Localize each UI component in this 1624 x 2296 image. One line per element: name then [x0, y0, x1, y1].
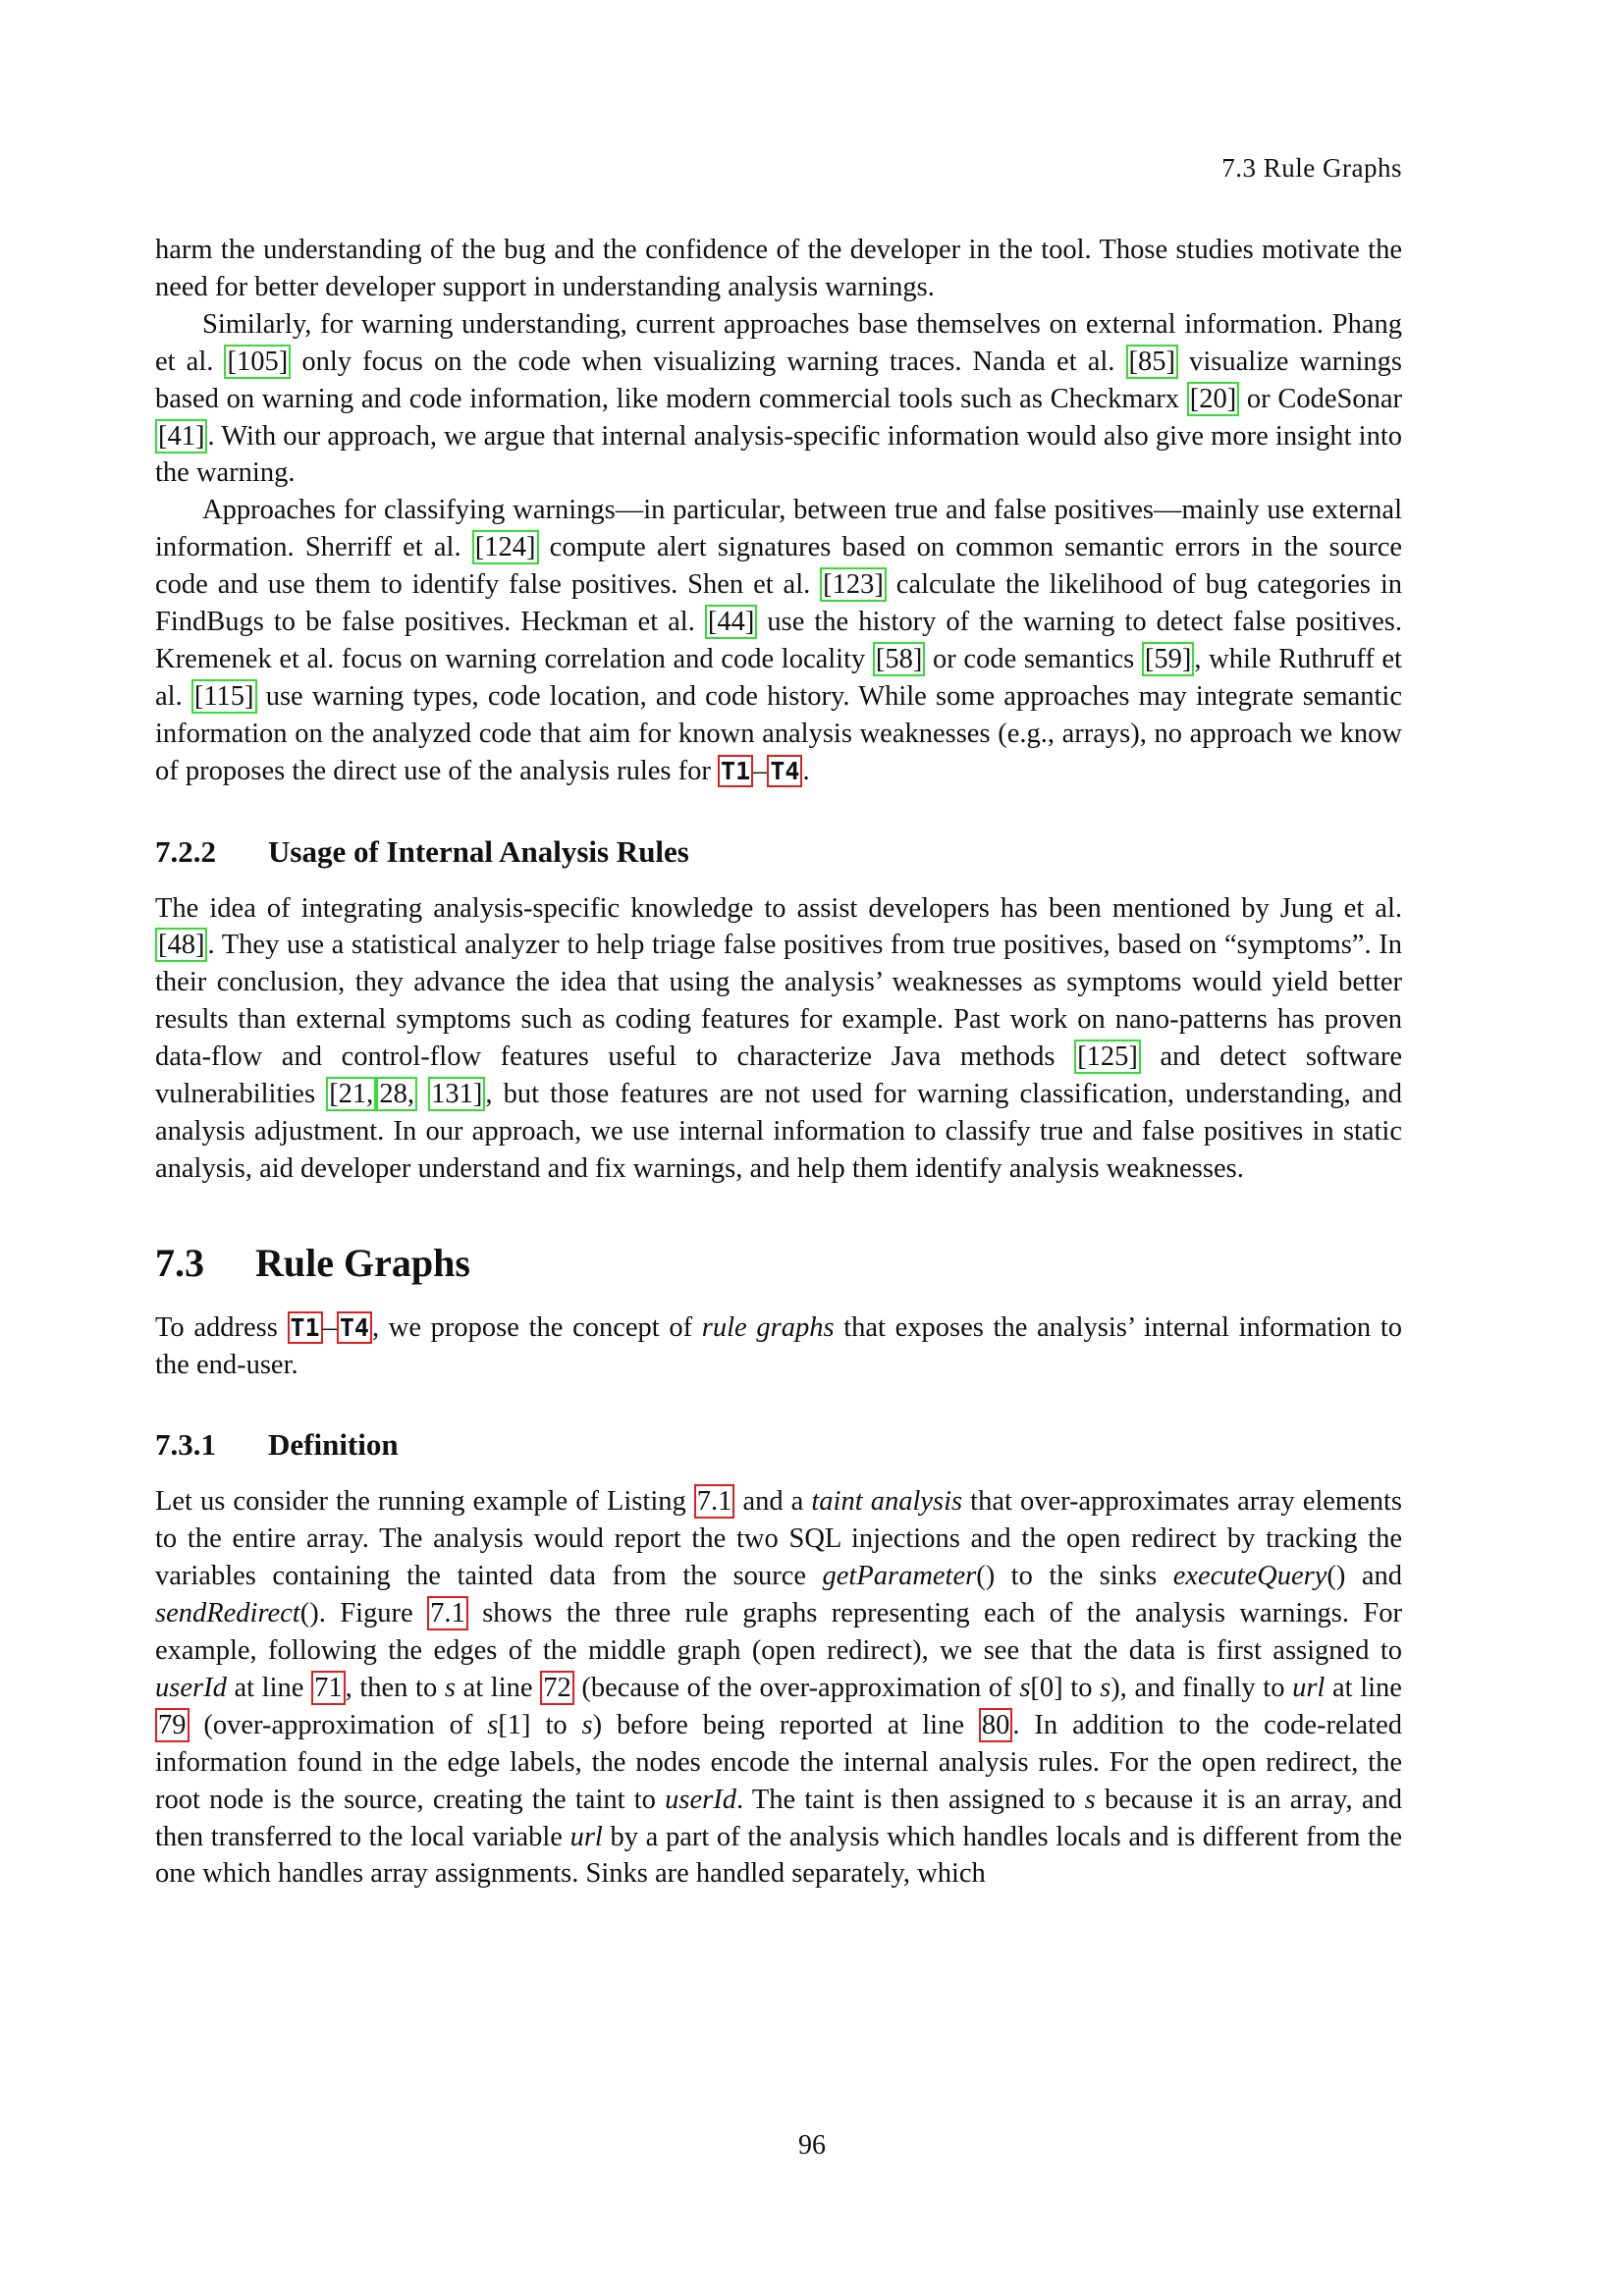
- emphasis: userId: [155, 1672, 227, 1703]
- citation-link[interactable]: [41]: [155, 419, 207, 454]
- text: Similarly, for warning understanding, current approaches base themselves on external information. Phang et al.: [155, 308, 1402, 377]
- text: calculate the likelihood of bug categories in FindBugs to be false positives. Heckman et al.: [155, 569, 1402, 638]
- paragraph-2: [155, 306, 1402, 493]
- text: , while Ruthruff et al.: [155, 643, 1402, 712]
- line-ref-link[interactable]: 79: [155, 1708, 189, 1742]
- paragraph-3: [155, 492, 1402, 789]
- text: .: [802, 755, 810, 786]
- emphasis: executeQuery: [1172, 1561, 1327, 1592]
- page-body: [155, 232, 1402, 1893]
- text: –: [753, 755, 768, 786]
- paragraph-5: [155, 1309, 1402, 1384]
- text: Approaches for classifying warnings—in particular, between true and false positives—mainly use external information. Sherriff et al.: [155, 495, 1402, 563]
- text: . They use a statistical analyzer to help triage false positives from true positives, based on “symptoms”. In their conclusion, they advance the idea that using the analysis’ weaknesses as symptoms would yield better results than external symptoms such as coding features for example. Past work on nano-patterns has proven data-flow and control-flow features useful to characterize Java methods: [155, 930, 1402, 1073]
- text: harm the understanding of the bug and the confidence of the developer in the tool. Those studies motivate the need for better developer support in understanding analysis warnings.: [155, 235, 1402, 302]
- running-header: 7.3 Rule Graphs: [1221, 153, 1402, 183]
- emphasis: sendRedirect: [155, 1598, 300, 1629]
- citation-link[interactable]: [21,: [326, 1077, 376, 1111]
- text: because it is an array, and then transferred to the local variable: [155, 1784, 1402, 1852]
- page-number: 96: [798, 2130, 826, 2161]
- emphasis: taint analysis: [811, 1486, 963, 1518]
- citation-link[interactable]: [115]: [191, 679, 257, 714]
- text: that over-approximates array elements to the entire array. The analysis would report the two SQL injections and the open redirect by tracking the variables containing the tainted data from the source: [155, 1486, 1402, 1592]
- text: , then to: [345, 1672, 445, 1703]
- section-number: 7.2.2: [155, 833, 216, 869]
- text: [0] to: [1030, 1672, 1101, 1703]
- task-ref-link[interactable]: T4: [767, 755, 802, 787]
- line-ref-link[interactable]: 80: [979, 1708, 1013, 1742]
- task-ref-link[interactable]: T1: [718, 755, 753, 787]
- citation-link[interactable]: [124]: [472, 530, 539, 564]
- text: –: [322, 1311, 337, 1343]
- emphasis: rule graphs: [701, 1311, 835, 1343]
- text: ), and finally to: [1110, 1672, 1293, 1703]
- emphasis: userId: [665, 1784, 736, 1815]
- task-ref-link[interactable]: T4: [337, 1311, 372, 1344]
- section-title: Usage of Internal Analysis Rules: [268, 833, 689, 869]
- section-title: Rule Graphs: [255, 1240, 470, 1285]
- emphasis: s: [487, 1709, 499, 1740]
- citation-link[interactable]: [20]: [1187, 382, 1239, 416]
- text: [1] to: [498, 1709, 582, 1740]
- text: visualize warnings based on warning and code information, like modern commercial tools such as Checkmarx: [155, 346, 1403, 414]
- text: (). Figure: [299, 1598, 428, 1629]
- text: at line: [455, 1672, 541, 1703]
- citation-link[interactable]: [123]: [820, 567, 887, 602]
- section-number: 7.3.1: [155, 1427, 216, 1463]
- citation-link[interactable]: [58]: [873, 642, 925, 676]
- section-heading-7-3: [155, 1240, 1402, 1285]
- text: or CodeSonar: [1239, 383, 1402, 414]
- line-ref-link[interactable]: 71: [311, 1671, 346, 1705]
- text: . The taint is then assigned to: [736, 1784, 1085, 1815]
- text: . In addition to the code-related information found in the edge labels, the nodes encode the internal analysis rules. For the open redirect, the root node is the source, creating the taint to: [155, 1709, 1402, 1815]
- text: by a part of the analysis which handles locals and is different from the one which handles array assignments. Sinks are handled separately, which: [155, 1821, 1402, 1890]
- text: (because of the over-approximation of: [573, 1672, 1020, 1703]
- task-ref-link[interactable]: T1: [288, 1311, 323, 1344]
- section-number: 7.3: [155, 1240, 204, 1285]
- emphasis: s: [444, 1672, 456, 1703]
- text: use the history of the warning to detect false positives. Kremenek et al. focus on warning correlation and code locality: [155, 607, 1402, 674]
- citation-link[interactable]: [85]: [1126, 345, 1178, 379]
- citation-link[interactable]: 131]: [428, 1077, 485, 1111]
- text: only focus on the code when visualizing warning traces. Nanda et al.: [291, 346, 1126, 377]
- text: shows the three rule graphs representing each of the analysis warnings. For example, following the edges of the middle graph (open redirect), we see that the data is first assigned to: [155, 1598, 1403, 1666]
- emphasis: s: [581, 1709, 593, 1740]
- text: To address: [155, 1311, 288, 1343]
- text: that exposes the analysis’ internal information to the end-user.: [155, 1311, 1403, 1380]
- text: () and: [1326, 1561, 1402, 1592]
- emphasis: s: [1084, 1784, 1096, 1815]
- section-title: Definition: [268, 1427, 399, 1463]
- text: and a: [734, 1486, 812, 1518]
- line-ref-link[interactable]: 72: [540, 1671, 574, 1705]
- text: The idea of integrating analysis-specific knowledge to assist developers has been mentioned by Jung et al.: [155, 892, 1402, 924]
- text: () to the sinks: [976, 1561, 1173, 1592]
- citation-link[interactable]: 28,: [376, 1077, 417, 1111]
- emphasis: url: [569, 1821, 603, 1852]
- figure-ref-link[interactable]: 7.1: [427, 1596, 468, 1630]
- citation-link[interactable]: [48]: [155, 928, 207, 962]
- text: Let us consider the running example of Listing: [155, 1486, 694, 1518]
- citation-link[interactable]: [125]: [1074, 1040, 1141, 1074]
- emphasis: s: [1100, 1672, 1111, 1703]
- emphasis: s: [1019, 1672, 1031, 1703]
- text: ) before being reported at line: [592, 1709, 979, 1740]
- text: . With our approach, we argue that internal analysis-specific information would also give more insight into the warning.: [155, 420, 1402, 489]
- text: and detect software vulnerabilities: [155, 1041, 1402, 1110]
- text: use warning types, code location, and code history. While some approaches may integrate semantic information on the analyzed code that aim for known analysis weaknesses (e.g., arrays), no approach we know of proposes the direct use of the analysis rules for: [155, 680, 1402, 786]
- text: or code semantics: [925, 643, 1142, 674]
- citation-link[interactable]: [59]: [1142, 642, 1194, 676]
- citation-link[interactable]: [105]: [224, 345, 291, 379]
- subsection-heading-7-2-2: [155, 833, 1402, 871]
- listing-ref-link[interactable]: 7.1: [694, 1484, 735, 1519]
- paragraph-1: [155, 232, 1402, 306]
- emphasis: url: [1292, 1672, 1326, 1703]
- text: , but those features are not used for warning classification, understanding, and analysis adjustment. In our approach, we use internal information to classify true and false positives in static analysis, aid developer understand and fix warnings, and help them identify analysis weaknesses.: [155, 1079, 1403, 1184]
- paragraph-4: [155, 890, 1402, 1188]
- text: , we propose the concept of: [371, 1311, 702, 1343]
- text: at line: [1325, 1672, 1402, 1703]
- paragraph-6: [155, 1483, 1402, 1893]
- emphasis: getParameter: [822, 1561, 977, 1592]
- text: at line: [226, 1672, 312, 1703]
- text: (over-approximation of: [189, 1709, 488, 1740]
- text: compute alert signatures based on common semantic errors in the source code and use them to identify false positives. Shen et al.: [155, 532, 1402, 601]
- subsection-heading-7-3-1: [155, 1426, 1402, 1464]
- citation-link[interactable]: [44]: [705, 605, 757, 639]
